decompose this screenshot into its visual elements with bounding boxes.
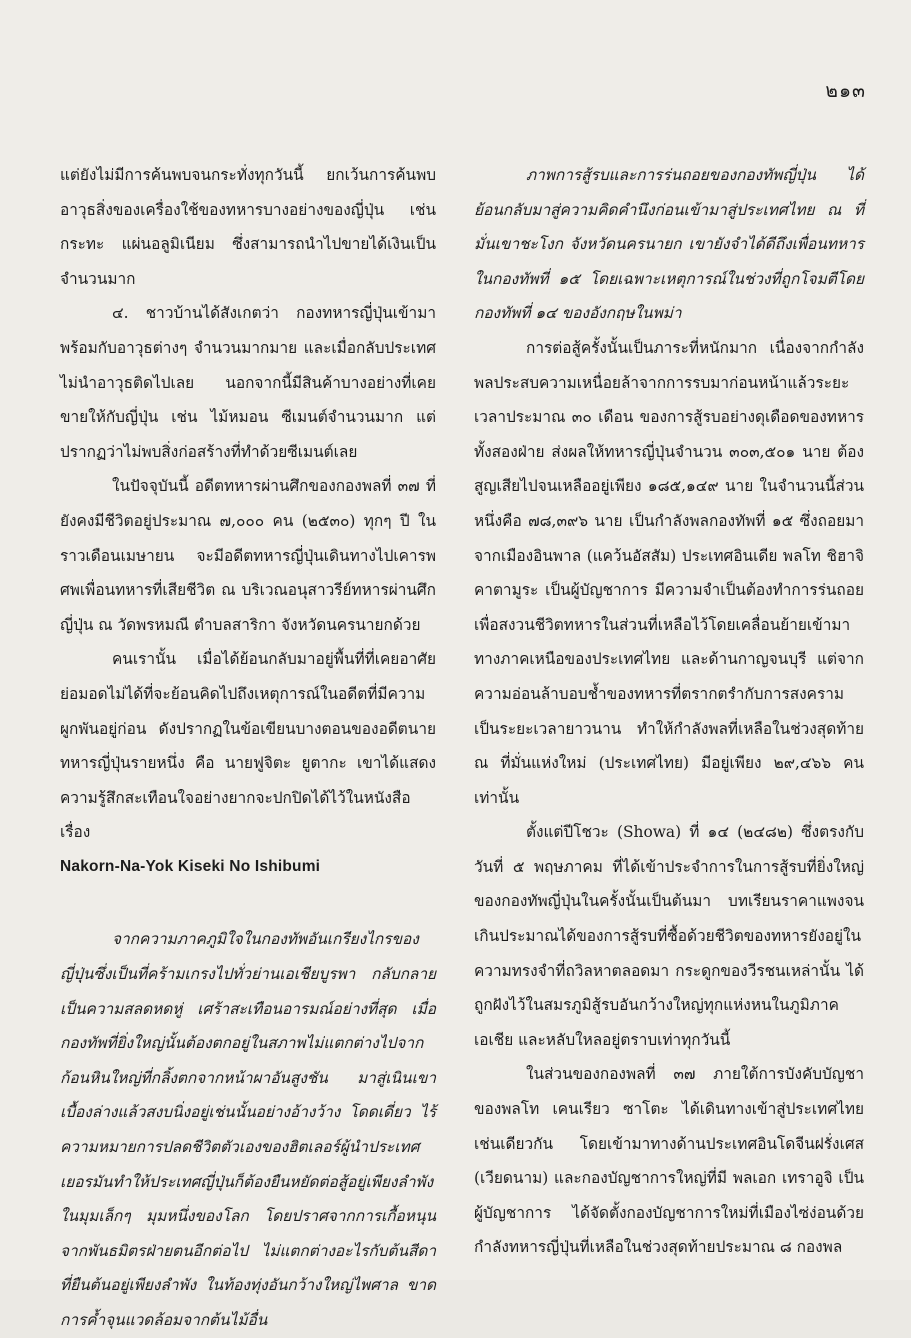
paragraph: ในปัจจุบันนี้ อดีตทหารผ่านศึกของกองพลที่ ๓๗ ที่ยังคงมีชีวิตอยู่ประมาณ ๗,๐๐๐ คน (๒๕๓๐) ทุกๆ ปี ในราวเดือนเมษายน จะมีอดีตทหารญี่ปุ่นเดินทางไปเคารพศพเพื่อนทหารที่เสียชีวิต ณ บริเวณอนุสาวรีย์ทหารผ่านศึกญี่ปุ่น ณ วัดพรหมณี ตำบลสาริกา จังหวัดนครนายกด้วย	[60, 477, 436, 634]
quoted-paragraph: ภาพการสู้รบและการร่นถอยของกองทัพญี่ปุ่น ได้ย้อนกลับมาสู่ความคิดคำนึงก่อนเข้ามาสู่ประเทศไทย ณ ที่มั่นเขาชะโงก จังหวัดนครนายก เขายังจำได้ดีถึงเพื่อนทหารในกองทัพที่ ๑๕ โดยเฉพาะเหตุการณ์ในช่วงที่ถูกโจมตีโดยกองทัพที่ ๑๔ ของอังกฤษในพม่า	[474, 166, 864, 323]
paragraph-spacer	[60, 884, 436, 922]
paragraph: ตั้งแต่ปีโชวะ (Showa) ที่ ๑๔ (๒๔๘๒) ซึ่งตรงกับวันที่ ๕ พฤษภาคม ที่ได้เข้าประจำการในการสู้รบที่ยิ่งใหญ่ของกองทัพญี่ปุ่นในครั้งนั้นเป็นต้นมา บทเรียนราคาแพงจนเกินประมาณได้ของการสู้รบที่ซื้อด้วยชีวิตของทหารยังอยู่ในความทรงจำที่ถวิลหาตลอดมา กระดูกของวีรชนเหล่านั้น ได้ถูกฝังไว้ในสมรภูมิสู้รบอันกว้างใหญ่ทุกแห่งหนในภูมิภาคเอเชีย และหลับใหลอยู่ตราบเท่าทุกวันนี้	[474, 823, 864, 1049]
book-title: Nakorn-Na-Yok Kiseki No Ishibumi	[60, 857, 321, 875]
paragraph: การต่อสู้ครั้งนั้นเป็นภาระที่หนักมาก เนื่องจากกำลังพลประสบความเหนื่อยล้าจากการรบมาก่อนหน้าแล้วระยะเวลาประมาณ ๓๐ เดือน ของการสู้รบอย่างดุเดือดของทหารทั้งสองฝ่าย ส่งผลให้ทหารญี่ปุ่นจำนวน ๓๐๓,๕๐๑ นาย ต้องสูญเสียไปจนเหลืออยู่เพียง ๑๘๕,๑๔๙ นาย ในจำนวนนี้ส่วนหนึ่งคือ ๗๘,๓๙๖ นาย เป็นกำลังพลกองทัพที่ ๑๕ ซึ่งถอยมาจากเมืองอินพาล (แคว้นอัสสัม) ประเทศอินเดีย พลโท ชิฮาจิ คาตามูระ เป็นผู้บัญชาการ มีความจำเป็นต้องทำการร่นถอยเพื่อสงวนชีวิตทหารในส่วนที่เหลือไว้โดยเคลื่อนย้ายเข้ามาทางภาคเหนือของประเทศไทย และด้านกาญจนบุรี แต่จากความอ่อนล้าบอบช้ำของทหารที่ตรากตรำกับการสงครามเป็นระยะเวลายาวนาน ทำให้กำลังพลที่เหลือในช่วงสุดท้าย ณ ที่มั่นแห่งใหม่ (ประเทศไทย) มีอยู่เพียง ๒๙,๔๖๖ คนเท่านั้น	[474, 338, 864, 807]
paragraph: ในส่วนของกองพลที่ ๓๗ ภายใต้การบังคับบัญชาของพลโท เคนเรียว ซาโตะ ได้เดินทางเข้าสู่ประเทศไทยเช่นเดียวกัน โดยเข้ามาทางด้านประเทศอินโดจีนฝรั่งเศส (เวียดนาม) และกองบัญชาการใหญ่ที่มี พลเอก เทราอูจิ เป็นผู้บัญชาการ ได้จัดตั้งกองบัญชาการใหม่ที่เมืองไซ่ง่อนด้วยกำลังทหารญี่ปุ่นที่เหลือในช่วงสุดท้ายประมาณ ๘ กองพล	[474, 1065, 864, 1257]
paragraph: แต่ยังไม่มีการค้นพบจนกระทั่งทุกวันนี้ ยกเว้นการค้นพบอาวุธสิ่งของเครื่องใช้ของทหารบางอย่างของญี่ปุ่น เช่น กระทะ แผ่นอลูมิเนียม ซึ่งสามารถนำไปขายได้เงินเป็นจำนวนมาก	[60, 166, 436, 288]
paragraph: ๔. ชาวบ้านได้สังเกตว่า กองทหารญี่ปุ่นเข้ามาพร้อมกับอาวุธต่างๆ จำนวนมากมาย และเมื่อกลับประเทศไม่นำอาวุธติดไปเลย นอกจากนี้มีสินค้าบางอย่างที่เคยขายให้กับญี่ปุ่น เช่น ไม้หมอน ซีเมนต์จำนวนมาก แต่ปรากฏว่าไม่พบสิ่งก่อสร้างที่ทำด้วยซีเมนต์เลย	[60, 304, 436, 461]
left-column	[60, 158, 436, 1338]
paragraph: คนเรานั้น เมื่อได้ย้อนกลับมาอยู่พื้นที่ที่เคยอาศัยย่อมอดไม่ได้ที่จะย้อนคิดไปถึงเหตุการณ์ในอดีตที่มีความผูกพันอยู่ก่อน ดังปรากฏในข้อเขียนบางตอนของอดีตนายทหารญี่ปุ่นรายหนึ่ง คือ นายฟูจิตะ ยูตากะ เขาได้แสดงความรู้สึกสะเทือนใจอย่างยากจะปกปิดได้ไว้ในหนังสือ เรื่อง	[60, 650, 436, 842]
quoted-paragraph: จากความภาคภูมิใจในกองทัพอันเกรียงไกรของญี่ปุ่นซึ่งเป็นที่คร้ามเกรงไปทั่วย่านเอเชียบูรพา กลับกลายเป็นความสลดหดหู่ เศร้าสะเทือนอารมณ์อย่างที่สุด เมื่อกองทัพที่ยิ่งใหญ่นั้นต้องตกอยู่ในสภาพไม่แตกต่างไปจากก้อนหินใหญ่ที่กลิ้งตกจากหน้าผาอันสูงชัน มาสู่เนินเขาเบื้องล่างแล้วสงบนิ่งอยู่เช่นนั้นอย่างอ้างว้าง โดดเดี่ยว ไร้ความหมายการปลดชีวิตตัวเองของฮิตเลอร์ผู้นำประเทศเยอรมันทำให้ประเทศญี่ปุ่นก็ต้องยืนหยัดต่อสู้อยู่เพียงลำพังในมุมเล็กๆ มุมหนึ่งของโลก โดยปราศจากการเกื้อหนุนจากพันธมิตรฝ่ายตนอีกต่อไป ไม่แตกต่างอะไรกับต้นสีดา ที่ยืนต้นอยู่เพียงลำพัง ในท้องทุ่งอันกว้างใหญ่ไพศาล ขาดการค้ำจุนแวดล้อมจากต้นไม้อื่น	[60, 930, 436, 1329]
page-number: ๒๑๓	[825, 80, 866, 102]
right-column	[474, 158, 864, 1265]
